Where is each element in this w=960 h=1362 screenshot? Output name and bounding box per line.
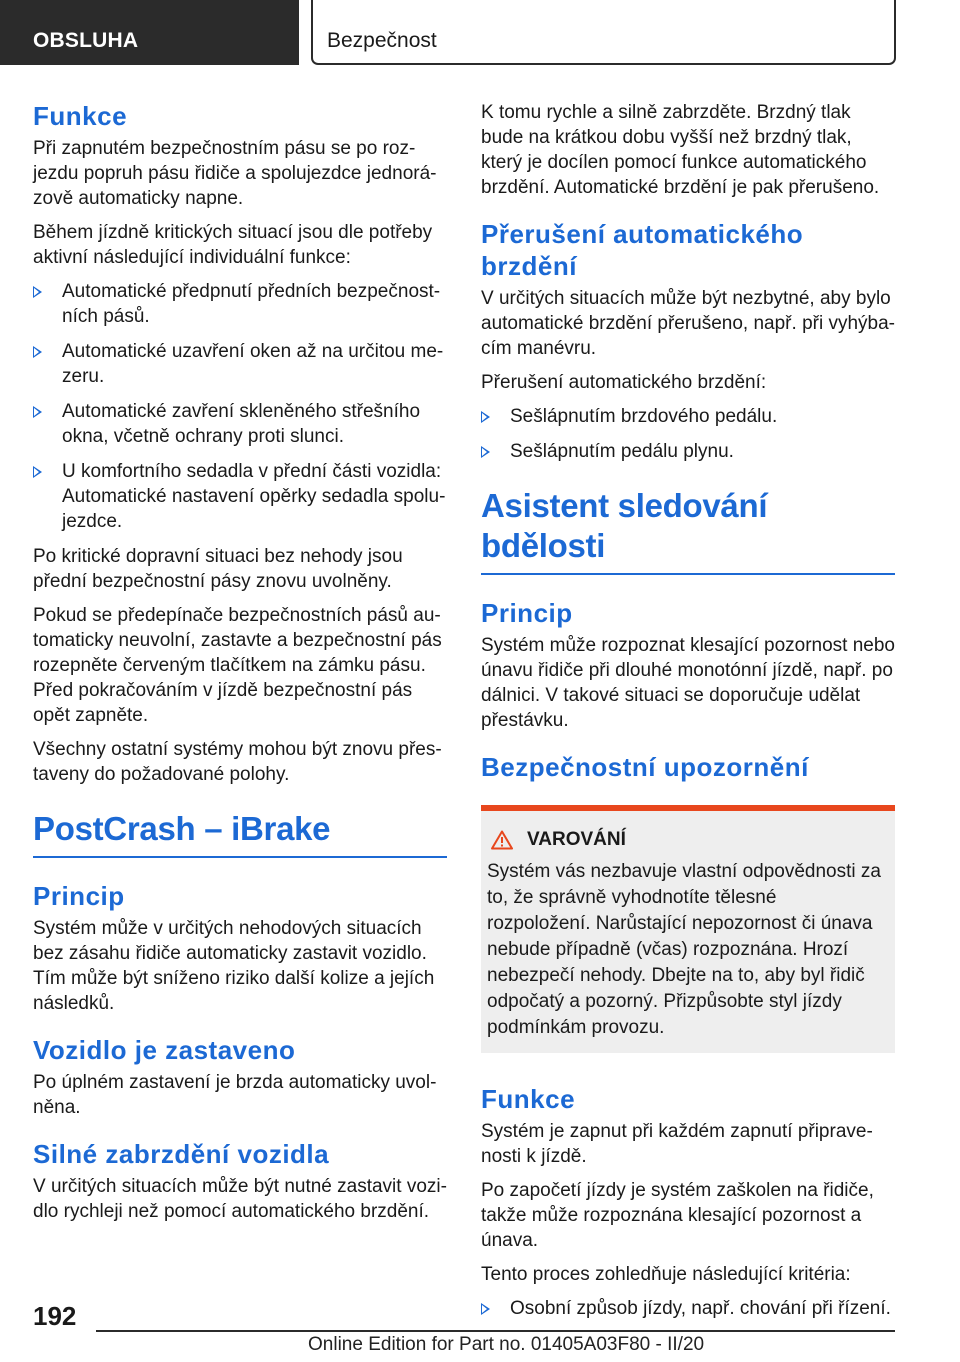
funkce-heading: Funkce xyxy=(481,1084,576,1114)
paragraph: Při zapnutém bezpečnostním pásu se po rozjezdu popruh pásu řidiče a spolujezdce jednorázově automaticky napne. xyxy=(33,138,437,209)
triangle-bullet-icon xyxy=(33,406,42,418)
triangle-bullet-icon xyxy=(33,346,42,358)
triangle-bullet-icon xyxy=(481,1303,490,1315)
list-item: Sešlápnutím brzdového pedálu. xyxy=(481,404,895,429)
right-column xyxy=(481,100,895,1331)
paragraph: Během jízdně kritických situací jsou dle potřeby aktivní následující individuální funkce: xyxy=(33,222,433,268)
list-item: Automatické předpnutí předních bezpečnostních pásů. xyxy=(33,279,447,329)
silne-zabrzdeni-heading: Silné zabrzdění vozidla xyxy=(33,1139,330,1169)
triangle-bullet-icon xyxy=(481,446,490,458)
paragraph: Po kritické dopravní situaci bez nehody jsou přední bezpečnostní pásy znovu uvolněny. xyxy=(33,546,403,592)
left-column xyxy=(33,100,447,1233)
warning-triangle-icon xyxy=(491,830,513,850)
paragraph: Po úplném zastavení je brzda automaticky uvolněna. xyxy=(33,1072,437,1118)
paragraph: K tomu rychle a silně zabrzděte. Brzdný tlak bude na krátkou dobu vyšší než brzdný tlak, který je docílen pomocí funkce automatického brzdění. Automatické brzdění je pak přerušeno. xyxy=(481,102,880,198)
preruseni-list xyxy=(481,404,895,464)
paragraph: Pokud se předepínače bezpečnostních pásů automaticky neuvolní, zastavte a bezpečnostní pás rozepněte červeným tlačítkem na zámku pásu. Před pokračováním v jízdě bezpečnostní pás opět zapněte. xyxy=(33,605,442,726)
paragraph: Přerušení automatického brzdění: xyxy=(481,372,767,393)
page-number: 192 xyxy=(33,1301,77,1331)
paragraph: Systém může rozpoznat klesající pozornost nebo únavu řidiče při dlouhé monotónní jízdě, např. po dálnici. V takové situaci se doporučuje udělat přestávku. xyxy=(481,635,895,731)
zastaveno-heading: Vozidlo je zastaveno xyxy=(33,1035,296,1065)
paragraph: Systém může v určitých nehodových situacích bez zásahu řidiče automaticky zastavit vozidlo. Tím může být sníženo riziko další kolize a jejích následků. xyxy=(33,918,435,1014)
warning-title xyxy=(487,829,885,851)
list-item: Automatické uzavření oken až na určitou mezeru. xyxy=(33,339,447,389)
list-item: Sešlápnutím pedálu plynu. xyxy=(481,439,895,464)
warning-box xyxy=(481,805,895,1053)
paragraph: Tento proces zohledňuje následující kritéria: xyxy=(481,1264,851,1285)
postcrash-heading: PostCrash – iBrake xyxy=(33,809,447,858)
footer-divider xyxy=(96,1330,895,1332)
paragraph: Po započetí jízdy je systém zaškolen na řidiče, takže může rozpoznána klesající pozornost a únava. xyxy=(481,1180,874,1251)
asistent-heading: Asistent sledování bdělosti xyxy=(481,486,895,575)
preruseni-heading: Přerušení automatického brzdění xyxy=(481,219,804,281)
topic-tab: Bezpečnost xyxy=(311,0,896,65)
funkce-heading: Funkce xyxy=(33,101,128,131)
paragraph: Systém je zapnut při každém zapnutí připravenosti k jízdě. xyxy=(481,1121,873,1167)
triangle-bullet-icon xyxy=(33,466,42,478)
upozorneni-heading: Bezpečnostní upozornění xyxy=(481,752,809,782)
princip-heading: Princip xyxy=(481,598,573,628)
list-item: Osobní způsob jízdy, např. chování při řízení. xyxy=(481,1296,895,1321)
warning-label: VAROVÁNÍ xyxy=(527,829,626,850)
funkce-list xyxy=(33,279,447,534)
warning-text: Systém vás nezbavuje vlastní odpovědnosti za to, že správně vyhodnotíte tělesné rozpoložení. Narůstající nepozornost či únava nebude případně (včas) rozpoznána. Hrozí nebezpečí nehody. Dbejte na to, aby byl řidič odpočatý a pozorný. Přizpůsobte styl jízdy podmínkám provozu. xyxy=(487,861,881,1038)
list-item: U komfortního sedadla v přední části vozidla: Automatické nastavení opěrky sedadla spolujezdce. xyxy=(33,459,447,534)
edition-footer: Online Edition for Part no. 01405A03F80 - II/20 xyxy=(308,1334,705,1355)
section-tab: OBSLUHA xyxy=(0,0,299,65)
princip-heading: Princip xyxy=(33,881,125,911)
triangle-bullet-icon xyxy=(481,411,490,423)
paragraph: V určitých situacích může být nezbytné, aby bylo automatické brzdění přerušeno, např. při vyhýbacím manévru. xyxy=(481,288,895,359)
kriteria-list xyxy=(481,1296,895,1321)
paragraph: Všechny ostatní systémy mohou být znovu přestaveny do požadované polohy. xyxy=(33,739,442,785)
triangle-bullet-icon xyxy=(33,286,42,298)
paragraph: V určitých situacích může být nutné zastavit vozidlo rychleji než pomocí automatického brzdění. xyxy=(33,1176,447,1222)
list-item: Automatické zavření skleněného střešního okna, včetně ochrany proti slunci. xyxy=(33,399,447,449)
